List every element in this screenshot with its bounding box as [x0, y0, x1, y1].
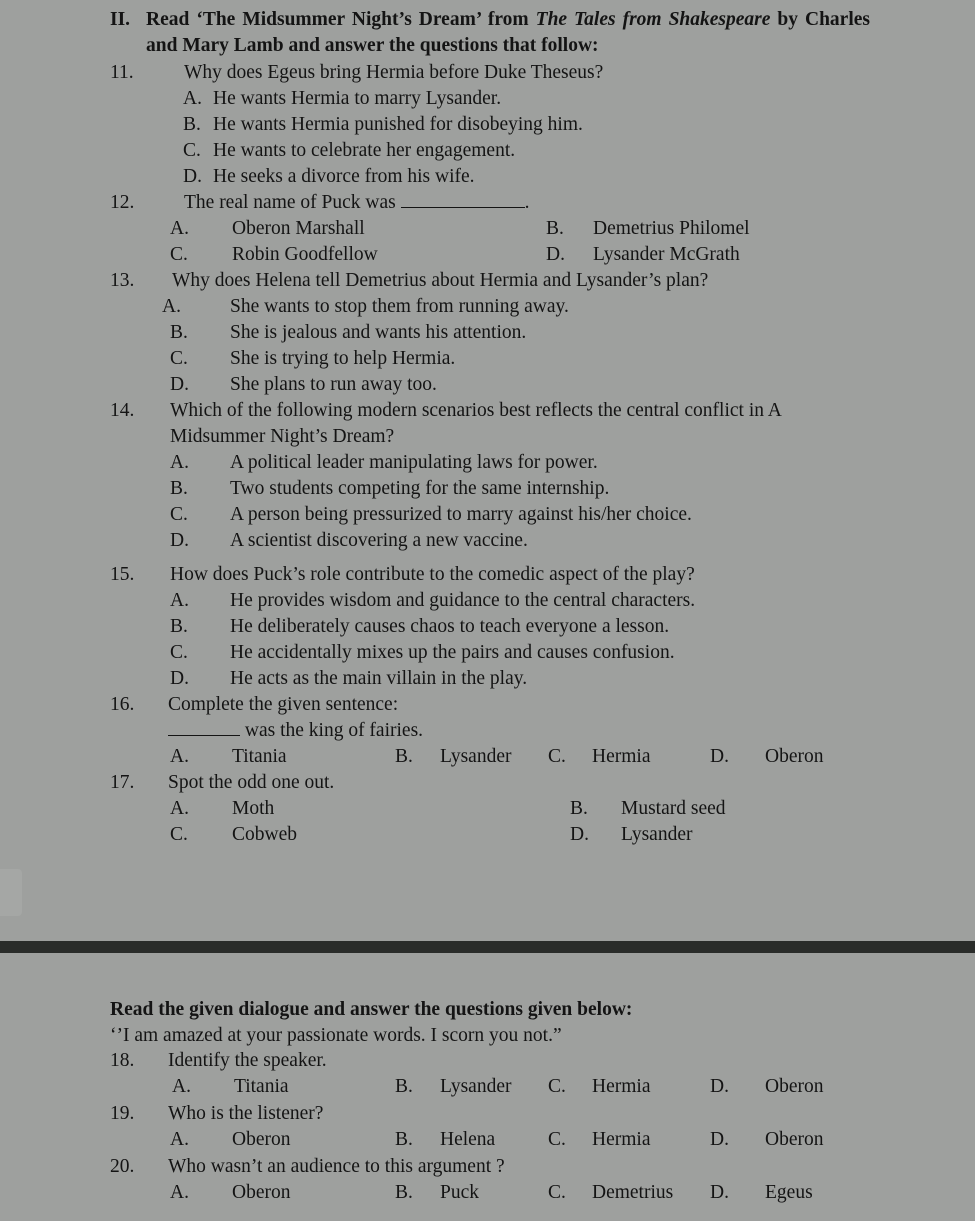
option-letter: A.: [170, 590, 189, 611]
option-text: Oberon: [765, 1129, 824, 1150]
option-letter: A.: [170, 1129, 189, 1150]
question-12: [110, 190, 870, 268]
option-text: She is trying to help Hermia.: [230, 348, 456, 369]
option-text: She is jealous and wants his attention.: [230, 322, 527, 343]
section-title-book: The Tales from Shakespeare: [535, 9, 771, 30]
option-text: Hermia: [592, 1129, 651, 1150]
option-row: [110, 320, 870, 346]
option-letter: D.: [710, 1076, 729, 1097]
option-row: [110, 164, 870, 190]
option-row: [110, 294, 870, 320]
question-17-options: [110, 796, 870, 848]
option-text: A political leader manipulating laws for power.: [230, 452, 598, 473]
option-row: [110, 666, 870, 692]
option-row: [110, 242, 870, 268]
question-16-number: 16.: [110, 694, 135, 715]
question-17-prompt: [110, 770, 870, 796]
option-text: Egeus: [765, 1182, 813, 1203]
option-row: [110, 796, 870, 822]
option-text: Two students competing for the same internship.: [230, 478, 610, 499]
question-15-text: How does Puck’s role contribute to the comedic aspect of the play?: [170, 564, 695, 585]
option-letter: B.: [395, 746, 413, 767]
question-18-number: 18.: [110, 1050, 135, 1071]
option-text: Helena: [440, 1129, 496, 1150]
question-15-number: 15.: [110, 564, 135, 585]
option-text: Hermia: [592, 1076, 651, 1097]
section-title-part1: Read ‘The Midsummer Night’s Dream’ from: [146, 9, 536, 30]
question-13-text: Why does Helena tell Demetrius about Hermia and Lysander’s plan?: [172, 270, 709, 291]
question-16-subline: [168, 718, 870, 744]
option-letter: D.: [710, 1129, 729, 1150]
option-letter: A.: [172, 1076, 191, 1097]
option-text: He wants Hermia punished for disobeying him.: [213, 114, 583, 135]
option-text: Demetrius Philomel: [593, 218, 750, 239]
question-14: [110, 398, 870, 554]
option-letter: B.: [395, 1129, 413, 1150]
option-row: [110, 640, 870, 666]
question-13-options: [110, 294, 870, 398]
question-16-text: Complete the given sentence:: [168, 694, 399, 715]
section-title-line2: and Mary Lamb and answer the questions that follow:: [146, 35, 599, 56]
option-letter: B.: [546, 218, 564, 239]
question-15-prompt: [110, 562, 870, 588]
section-heading: [110, 7, 870, 59]
option-text: He provides wisdom and guidance to the central characters.: [230, 590, 696, 611]
question-19-options: [110, 1127, 870, 1153]
option-text: She plans to run away too.: [230, 374, 437, 395]
option-letter: C.: [183, 140, 201, 161]
option-row: [110, 138, 870, 164]
option-text: Oberon: [232, 1182, 291, 1203]
option-letter: B.: [395, 1182, 413, 1203]
dialogue-heading: Read the given dialogue and answer the questions given below:: [110, 999, 633, 1020]
question-20-prompt: [110, 1154, 870, 1180]
question-16: [110, 692, 870, 770]
option-row: [110, 502, 870, 528]
option-text: Robin Goodfellow: [232, 244, 378, 265]
question-14-prompt: [110, 398, 870, 450]
question-13-prompt: [110, 268, 870, 294]
option-letter: A.: [170, 746, 189, 767]
option-row: [110, 588, 870, 614]
question-20-options: [110, 1180, 870, 1206]
option-letter: D.: [570, 824, 589, 845]
option-text: Oberon: [765, 1076, 824, 1097]
question-12-options: [110, 216, 870, 268]
option-row: [110, 1180, 870, 1206]
dialogue-quote: ‘’I am amazed at your passionate words. I scorn you not.”: [110, 1025, 562, 1046]
option-letter: C.: [170, 504, 188, 525]
section-number: II.: [110, 9, 131, 30]
option-text: He deliberately causes chaos to teach everyone a lesson.: [230, 616, 670, 637]
option-text: Cobweb: [232, 824, 297, 845]
option-row: [110, 744, 870, 770]
question-12-number: 12.: [110, 192, 135, 213]
question-14-number: 14.: [110, 400, 135, 421]
option-text: A person being pressurized to marry against his/her choice.: [230, 504, 692, 525]
question-11: [110, 60, 870, 190]
question-13: [110, 268, 870, 398]
question-15-options: [110, 588, 870, 692]
option-text: He wants Hermia to marry Lysander.: [213, 88, 502, 109]
option-letter: C.: [548, 1076, 566, 1097]
option-letter: D.: [170, 530, 189, 551]
option-letter: D.: [183, 166, 202, 187]
option-letter: D.: [710, 746, 729, 767]
option-text: Puck: [440, 1182, 479, 1203]
question-20-number: 20.: [110, 1156, 135, 1177]
option-letter: B.: [570, 798, 588, 819]
option-row: [110, 372, 870, 398]
option-letter: A.: [170, 452, 189, 473]
option-text: Lysander McGrath: [593, 244, 740, 265]
question-19-text: Who is the listener?: [168, 1103, 324, 1124]
question-18-options: [110, 1074, 870, 1100]
option-letter: A.: [170, 798, 189, 819]
option-text: Oberon: [765, 746, 824, 767]
question-11-text: Why does Egeus bring Hermia before Duke Theseus?: [184, 62, 604, 83]
option-text: Lysander: [440, 1076, 512, 1097]
option-letter: C.: [548, 1182, 566, 1203]
option-row: [110, 86, 870, 112]
question-18: [110, 1048, 870, 1100]
option-letter: C.: [170, 244, 188, 265]
question-20-text: Who wasn’t an audience to this argument ?: [168, 1156, 505, 1177]
question-11-number: 11.: [110, 62, 134, 83]
option-letter: C.: [548, 1129, 566, 1150]
option-row: [110, 1074, 870, 1100]
option-text: Titania: [232, 746, 287, 767]
option-row: [110, 476, 870, 502]
option-letter: B.: [170, 322, 188, 343]
section-title: [146, 7, 870, 59]
option-row: [110, 822, 870, 848]
option-text: He acts as the main villain in the play.: [230, 668, 528, 689]
option-text: He wants to celebrate her engagement.: [213, 140, 516, 161]
option-text: Hermia: [592, 746, 651, 767]
option-text: He accidentally mixes up the pairs and causes confusion.: [230, 642, 675, 663]
question-12-text-after: .: [524, 192, 530, 213]
option-row: [110, 346, 870, 372]
option-text: Mustard seed: [621, 798, 726, 819]
question-19-prompt: [110, 1101, 870, 1127]
question-14-text-line2: Midsummer Night’s Dream?: [170, 426, 395, 447]
option-text: Titania: [234, 1076, 289, 1097]
question-18-prompt: [110, 1048, 870, 1074]
question-16-subtext: was the king of fairies.: [240, 720, 424, 741]
option-letter: D.: [546, 244, 565, 265]
option-row: [110, 528, 870, 554]
question-12-text-before: The real name of Puck was: [184, 192, 401, 213]
question-19: [110, 1101, 870, 1153]
option-letter: B.: [170, 616, 188, 637]
option-letter: A.: [183, 88, 202, 109]
question-11-options: [110, 86, 870, 190]
option-text: Oberon Marshall: [232, 218, 365, 239]
option-text: She wants to stop them from running away.: [230, 296, 569, 317]
question-16-options: [110, 744, 870, 770]
page-break-divider: [0, 941, 975, 953]
option-row: [110, 1127, 870, 1153]
option-text: Demetrius: [592, 1182, 674, 1203]
option-letter: A.: [170, 218, 189, 239]
option-letter: B.: [170, 478, 188, 499]
question-17-text: Spot the odd one out.: [168, 772, 335, 793]
fill-blank[interactable]: [168, 720, 240, 736]
option-text: Moth: [232, 798, 275, 819]
fill-blank[interactable]: [401, 192, 525, 208]
section-title-part2: by Charles: [770, 9, 870, 30]
option-row: [110, 450, 870, 476]
option-text: Oberon: [232, 1129, 291, 1150]
question-12-prompt: [110, 190, 870, 216]
option-letter: A.: [170, 1182, 189, 1203]
option-letter: B.: [183, 114, 201, 135]
option-text: Lysander: [621, 824, 693, 845]
question-18-text: Identify the speaker.: [168, 1050, 327, 1071]
question-14-options: [110, 450, 870, 554]
question-13-number: 13.: [110, 270, 135, 291]
option-letter: C.: [548, 746, 566, 767]
option-text: Lysander: [440, 746, 512, 767]
option-letter: A.: [162, 296, 181, 317]
option-letter: C.: [170, 642, 188, 663]
option-letter: C.: [170, 824, 188, 845]
option-letter: C.: [170, 348, 188, 369]
option-letter: D.: [170, 668, 189, 689]
question-12-text: [184, 190, 870, 216]
question-17-number: 17.: [110, 772, 135, 793]
option-text: He seeks a divorce from his wife.: [213, 166, 475, 187]
option-letter: D.: [170, 374, 189, 395]
question-15: [110, 562, 870, 692]
option-letter: B.: [395, 1076, 413, 1097]
option-letter: D.: [710, 1182, 729, 1203]
option-row: [110, 216, 870, 242]
question-19-number: 19.: [110, 1103, 135, 1124]
question-11-prompt: [110, 60, 870, 86]
question-20: [110, 1154, 870, 1206]
option-row: [110, 112, 870, 138]
option-row: [110, 614, 870, 640]
question-14-text-line1: Which of the following modern scenarios best reflects the central conflict in A: [170, 400, 782, 421]
page-side-tab: [0, 869, 22, 916]
question-16-prompt: [110, 692, 870, 744]
question-17: [110, 770, 870, 848]
option-text: A scientist discovering a new vaccine.: [230, 530, 528, 551]
